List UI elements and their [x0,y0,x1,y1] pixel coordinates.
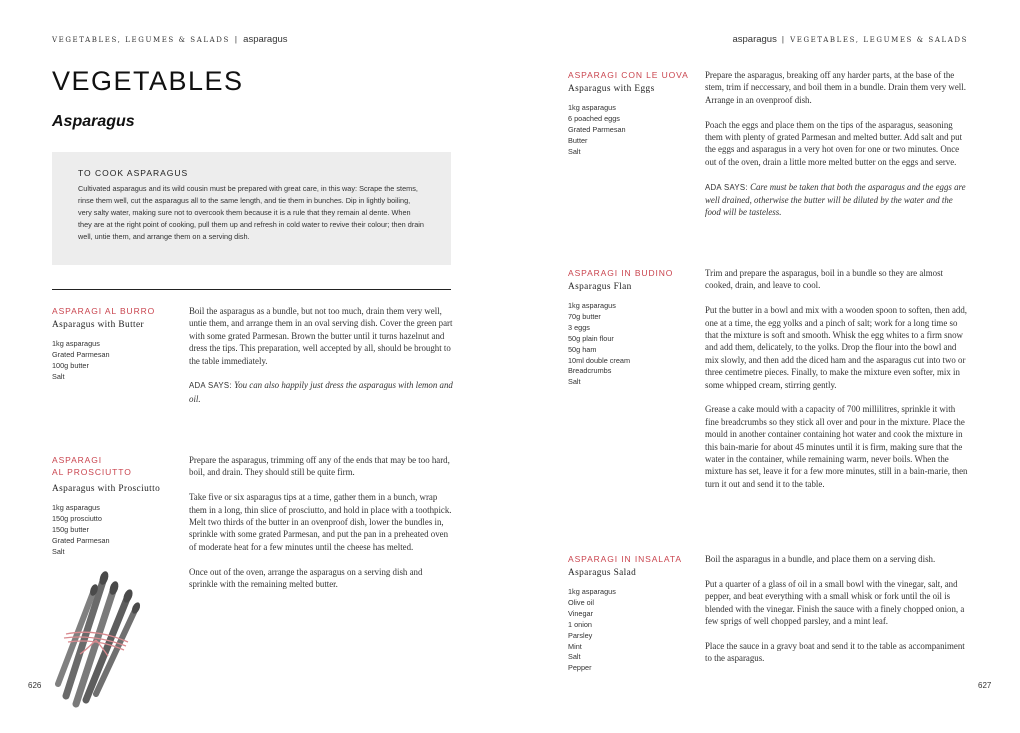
running-header-left [52,34,288,45]
ingredient-item: Salt [52,371,65,381]
info-box-title: TO COOK ASPARAGUS [78,168,189,178]
method-paragraph: Place the sauce in a gravy boat and send it to the table as accompaniment to the asparagus. [705,640,965,664]
divider-rule [52,289,451,290]
ingredient-list [568,587,700,674]
method-paragraph: Trim and prepare the asparagus, boil in a bundle so they are almost cooked, drain, and leave to cool. [705,268,944,291]
ingredient-item: 1kg asparagus [52,339,100,348]
recipe-subtitle: Asparagus Flan [568,282,632,292]
method-paragraph: Grease a cake mould with a capacity of 700 millilitres, sprinkle it with fine breadcrumbs so they stick all over and pour in the mixture. Place the mould in another container containing hot water and cook the mixture in this bain-marie for about 45 minutes until it is firm, making sure that the water in the container, while remaining warm, never boils. When the mixture has set, leave it for a few more minutes, still in a bain-marie, then turn it out and send it to the table. [705,404,968,489]
ingredient-item: 1kg asparagus [568,301,616,310]
method-paragraph: Prepare the asparagus, trimming off any of the ends that may be too hard, boil, and drain. They should still be quite firm. [189,455,450,478]
ingredient-list [568,103,700,158]
recipe-title [52,454,184,478]
header-topic: asparagus [243,34,288,45]
ingredient-item: 6 poached eggs [568,113,620,123]
ingredient-item: 1kg asparagus [568,103,616,112]
method-paragraph: Poach the eggs and place them on the tips of the asparagus, seasoning them with plenty of grated Parmesan and melted butter. Add salt and put the eggs and asparagus in a very hot oven for one or two minutes. Once out of the oven, drain a little more melted butter on the eggs and serve. [705,119,963,167]
ada-says-label: ADA SAYS: [189,381,232,391]
method-paragraph: Put a quarter of a glass of oil in a small bowl with the vinegar, salt, and pepper, and beat everything with a small whisk or fork until the oil is blended with the vinegar. Finish the sauce with a finely chopped onion, a few sprigs of well chopped parsley, and a mint leaf. [705,578,965,627]
ingredient-item: 100g butter [52,360,89,370]
info-box-text: Cultivated asparagus and its wild cousin must be prepared with great care, in this way: Scrape the stems, rinse them well, cut the asparagus all to the same length, and tie them in bunches. Dip in lightly boiling, very salty water, making sure not to overcook them because it is a rule that they remain al dente. When they are at the right point of cooking, pull them up and refresh in cold water to revive their colour; then drain well, untie them, and arrange them on a serving dish. [78,184,424,242]
method-paragraph: Boil the asparagus in a bundle, and place them on a serving dish. [705,554,936,564]
recipe-method [189,454,453,603]
ingredient-item: 50g ham [568,344,597,354]
recipe-subtitle: Asparagus Salad [568,568,637,578]
ingredient-item: Butter [568,135,588,145]
page-subtitle: Asparagus [52,113,135,130]
recipe-title [568,267,700,279]
ada-says-label: ADA SAYS: [705,182,748,192]
recipe-card [568,69,700,158]
running-header-right [732,34,968,45]
page-number-left: 626 [28,681,42,690]
header-topic: asparagus [732,34,777,45]
ingredient-item: Grated Parmesan [52,349,110,359]
ingredient-item: Grated Parmesan [52,535,110,545]
ingredient-item: 3 eggs [568,322,590,332]
ingredient-item: 1kg asparagus [52,503,100,512]
ada-says-note [705,181,970,219]
ingredient-item: 1kg asparagus [568,587,616,596]
recipe-card [52,305,180,383]
ingredient-item: 50g plain flour [568,333,614,343]
method-paragraph: Once out of the oven, arrange the asparagus on a serving dish and sprinkle with the remaining melted butter. [189,566,423,590]
recipe-title-line: AL PROSCIUTTO [52,467,132,477]
ingredient-item: Salt [568,652,581,662]
asparagus-illustration [36,566,156,716]
method-paragraph: Put the butter in a bowl and mix with a wooden spoon to soften, then add, one at a time, the egg yolks and a pinch of salt; work for a long time so that the mixture is soft and smooth. Whisk the egg whites to a firm snow and add them, delicately, to the yolks. Drop the flour into the bowl and mix slowly, and then add the diced ham and the asparagus cut into two or three centimetre pieces. Finally, to make the mixture even softer, mix in some whipped cream, stirring gently. [705,305,968,390]
ingredient-list [52,503,184,558]
ingredient-item: Parsley [568,630,593,640]
recipe-method [705,267,970,503]
ingredient-item: Grated Parmesan [568,124,626,134]
header-separator: | [781,35,786,44]
recipe-subtitle: Asparagus with Eggs [568,84,655,94]
recipe-method [189,305,453,418]
recipe-card [568,553,700,674]
recipe-card [568,267,700,388]
recipe-method [705,69,970,231]
recipe-title [568,553,700,565]
ingredient-item: Salt [568,146,581,156]
page-title: VEGETABLES [52,66,244,96]
page-number-right: 627 [978,681,992,690]
recipe-title-line: ASPARAGI IN INSALATA [568,554,682,564]
header-section: VEGETABLES, LEGUMES & SALADS [52,36,230,44]
ingredient-item: Breadcrumbs [568,366,612,376]
recipe-title-line: ASPARAGI [52,455,103,465]
ingredient-item: 150g butter [52,524,89,534]
method-paragraph: Take five or six asparagus tips at a time, gather them in a bunch, wrap them in a long, thin slice of prosciutto, and hold in place with a toothpick. Melt two thirds of the butter in an ovenproof dish, lower the bundles in, sprinkle with some grated Parmesan, and put the pan in a preheated oven of moderate heat for a few minutes until the cheese has melted. [189,492,452,552]
recipe-title [52,305,180,317]
ingredient-item: Olive oil [568,597,594,607]
ada-says-text: Care must be taken that both the asparagus and the eggs are well drained, otherwise the butter will be diluted by the water and the food will be tasteless. [705,181,966,218]
method-paragraph: Prepare the asparagus, breaking off any harder parts, at the base of the stem, trim if neccessary, and boil them in a bundle. Drain them very well. Arrange in an ovenproof dish. [705,70,966,105]
ingredient-item: 150g prosciutto [52,513,102,523]
recipe-card [52,454,184,558]
ingredient-item: Mint [568,641,582,651]
ingredient-item: 10ml double cream [568,355,631,365]
ingredient-item: Vinegar [568,608,594,618]
ingredient-list [52,339,180,383]
recipe-title [568,69,700,81]
ingredient-item: 70g butter [568,311,601,321]
method-paragraph: Boil the asparagus as a bundle, but not too much, drain them very well, untie them, and arrange them in an oval serving dish. Cover the green part with some grated Parmesan. Brown the butter until it turns hazelnut and dress the tips. This preparation, well accepted by all, should be brought to the table immediately. [189,306,453,366]
ingredient-item: Pepper [568,663,592,673]
header-separator: | [234,35,239,44]
header-section: VEGETABLES, LEGUMES & SALADS [790,36,968,44]
info-box [52,152,451,265]
recipe-subtitle: Asparagus with Prosciutto [52,484,161,494]
recipe-subtitle: Asparagus with Butter [52,320,145,330]
ingredient-item: 1 onion [568,619,592,629]
ada-says-note [189,379,453,405]
recipe-title-line: ASPARAGI IN BUDINO [568,268,674,278]
ingredient-item: Salt [568,377,581,387]
ada-says-text: You can also happily just dress the asparagus with lemon and oil. [189,380,453,404]
recipe-title-line: ASPARAGI AL BURRO [52,306,156,316]
ingredient-item: Salt [52,546,65,556]
ingredient-list [568,301,700,388]
recipe-title-line: ASPARAGI CON LE UOVA [568,70,689,80]
recipe-method [705,553,970,677]
